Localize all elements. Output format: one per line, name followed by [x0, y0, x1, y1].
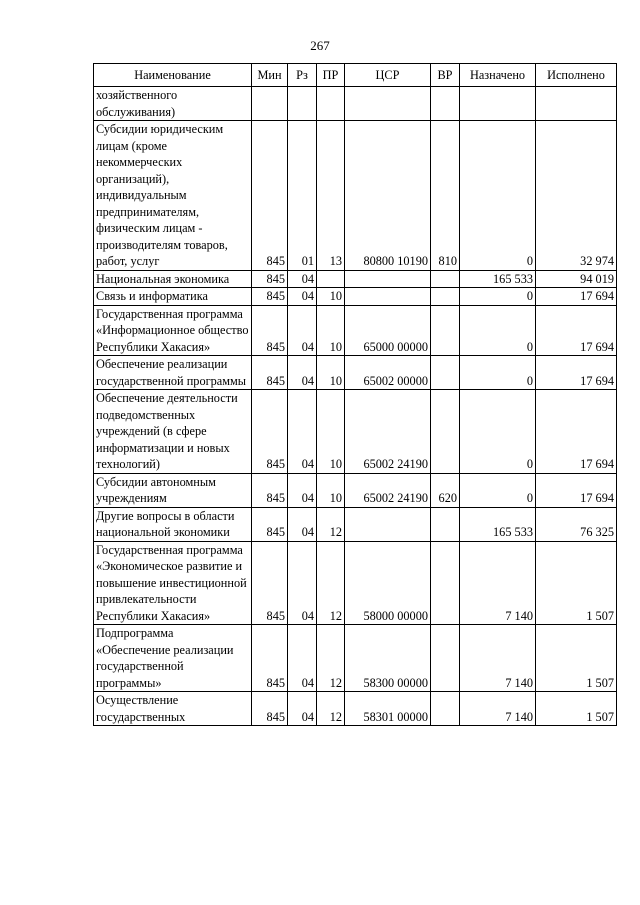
- row-name: Осуществление государственных: [94, 692, 252, 726]
- row-name: Связь и информатика: [94, 288, 252, 306]
- row-vr: [431, 692, 460, 726]
- row-vr: [431, 356, 460, 390]
- row-vr: [431, 305, 460, 356]
- row-pr: 10: [317, 356, 345, 390]
- header-min: Мин: [252, 64, 288, 87]
- row-csr: 65002 24190: [345, 473, 431, 507]
- row-min: 845: [252, 305, 288, 356]
- row-assigned: 0: [460, 356, 536, 390]
- table-row: [94, 473, 617, 507]
- row-name: Обеспечение реализации государственной программы: [94, 356, 252, 390]
- row-min: 845: [252, 541, 288, 625]
- row-rz: 04: [288, 390, 317, 474]
- row-csr: 65000 00000: [345, 305, 431, 356]
- header-rz: Рз: [288, 64, 317, 87]
- row-pr: 10: [317, 288, 345, 306]
- row-executed: 17 694: [536, 356, 617, 390]
- row-name: Национальная экономика: [94, 270, 252, 288]
- row-name: Обеспечение деятельности подведомственных учреждений (в сфере информатизации и новых технологий): [94, 390, 252, 474]
- row-executed: 1 507: [536, 541, 617, 625]
- row-assigned: 7 140: [460, 692, 536, 726]
- row-rz: 04: [288, 356, 317, 390]
- row-executed: 32 974: [536, 121, 617, 271]
- table-row: [94, 625, 617, 692]
- row-vr: [431, 87, 460, 121]
- row-rz: 04: [288, 305, 317, 356]
- table-row: [94, 507, 617, 541]
- row-min: [252, 87, 288, 121]
- row-name: Другие вопросы в области национальной экономики: [94, 507, 252, 541]
- table-row: [94, 270, 617, 288]
- row-rz: 04: [288, 692, 317, 726]
- table-row: [94, 288, 617, 306]
- row-vr: [431, 507, 460, 541]
- row-pr: [317, 87, 345, 121]
- row-pr: 12: [317, 625, 345, 692]
- row-rz: [288, 87, 317, 121]
- row-assigned: 7 140: [460, 541, 536, 625]
- row-min: 845: [252, 356, 288, 390]
- row-csr: [345, 288, 431, 306]
- row-csr: 58300 00000: [345, 625, 431, 692]
- header-name: Наименование: [94, 64, 252, 87]
- row-pr: 12: [317, 692, 345, 726]
- row-csr: [345, 270, 431, 288]
- row-vr: [431, 270, 460, 288]
- row-pr: 12: [317, 507, 345, 541]
- row-min: 845: [252, 473, 288, 507]
- table-row: [94, 356, 617, 390]
- row-rz: 04: [288, 507, 317, 541]
- row-assigned: [460, 87, 536, 121]
- row-min: 845: [252, 625, 288, 692]
- header-assigned: Назначено: [460, 64, 536, 87]
- row-executed: 94 019: [536, 270, 617, 288]
- row-assigned: 0: [460, 121, 536, 271]
- row-rz: 04: [288, 288, 317, 306]
- row-vr: [431, 625, 460, 692]
- table-row: [94, 87, 617, 121]
- row-min: 845: [252, 390, 288, 474]
- table-row: [94, 390, 617, 474]
- row-assigned: 0: [460, 390, 536, 474]
- row-name: Подпрограмма «Обеспечение реализации государственной программы»: [94, 625, 252, 692]
- row-csr: 58000 00000: [345, 541, 431, 625]
- row-executed: [536, 87, 617, 121]
- row-assigned: 0: [460, 288, 536, 306]
- table-row: [94, 121, 617, 271]
- row-executed: 1 507: [536, 625, 617, 692]
- header-row: [94, 64, 617, 87]
- row-name: Государственная программа «Информационное общество Республики Хакасия»: [94, 305, 252, 356]
- table-row: [94, 541, 617, 625]
- row-executed: 17 694: [536, 288, 617, 306]
- row-name: хозяйственного обслуживания): [94, 87, 252, 121]
- row-csr: 58301 00000: [345, 692, 431, 726]
- budget-table: [93, 63, 617, 726]
- row-rz: 04: [288, 541, 317, 625]
- row-pr: 12: [317, 541, 345, 625]
- row-vr: [431, 390, 460, 474]
- table-row: [94, 305, 617, 356]
- row-pr: 10: [317, 473, 345, 507]
- row-rz: 01: [288, 121, 317, 271]
- row-rz: 04: [288, 270, 317, 288]
- row-assigned: 7 140: [460, 625, 536, 692]
- row-rz: 04: [288, 473, 317, 507]
- row-csr: 65002 24190: [345, 390, 431, 474]
- row-min: 845: [252, 121, 288, 271]
- row-executed: 76 325: [536, 507, 617, 541]
- header-csr: ЦСР: [345, 64, 431, 87]
- header-executed: Исполнено: [536, 64, 617, 87]
- row-assigned: 165 533: [460, 270, 536, 288]
- row-rz: 04: [288, 625, 317, 692]
- header-pr: ПР: [317, 64, 345, 87]
- row-name: Субсидии автономным учреждениям: [94, 473, 252, 507]
- row-csr: [345, 87, 431, 121]
- row-min: 845: [252, 270, 288, 288]
- row-min: 845: [252, 692, 288, 726]
- row-executed: 17 694: [536, 305, 617, 356]
- row-vr: [431, 288, 460, 306]
- row-csr: [345, 507, 431, 541]
- row-executed: 17 694: [536, 390, 617, 474]
- row-executed: 17 694: [536, 473, 617, 507]
- row-vr: [431, 541, 460, 625]
- row-pr: 10: [317, 390, 345, 474]
- row-vr: 620: [431, 473, 460, 507]
- row-pr: 13: [317, 121, 345, 271]
- row-pr: [317, 270, 345, 288]
- row-name: Государственная программа «Экономическое развитие и повышение инвестиционной привлекательности Республики Хакасия»: [94, 541, 252, 625]
- row-executed: 1 507: [536, 692, 617, 726]
- row-assigned: 0: [460, 473, 536, 507]
- row-assigned: 0: [460, 305, 536, 356]
- row-assigned: 165 533: [460, 507, 536, 541]
- header-vr: ВР: [431, 64, 460, 87]
- page-number: 267: [310, 38, 330, 53]
- row-csr: 80800 10190: [345, 121, 431, 271]
- row-min: 845: [252, 288, 288, 306]
- row-vr: 810: [431, 121, 460, 271]
- table-row: [94, 692, 617, 726]
- row-pr: 10: [317, 305, 345, 356]
- row-name: Субсидии юридическим лицам (кроме некоммерческих организаций), индивидуальным предпринимателям, физическим лицам - производителям товаров, работ, услуг: [94, 121, 252, 271]
- row-csr: 65002 00000: [345, 356, 431, 390]
- row-min: 845: [252, 507, 288, 541]
